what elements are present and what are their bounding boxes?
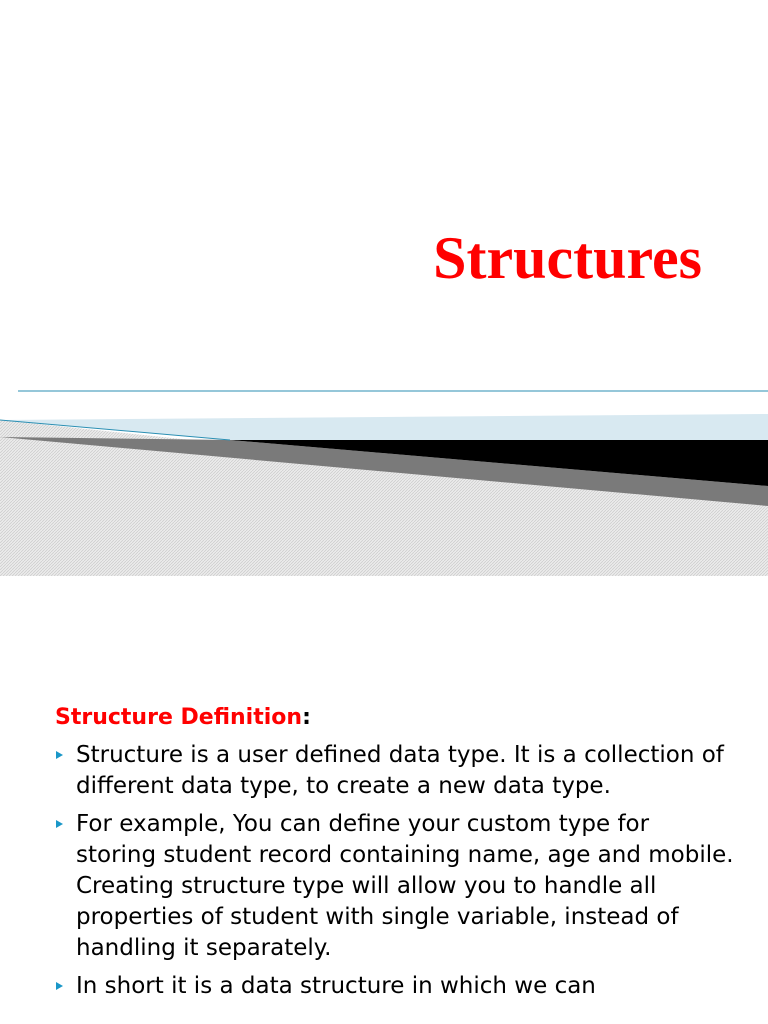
- slide-title: Structures: [433, 225, 702, 291]
- triangle-bullet-icon: [56, 982, 63, 990]
- bullet-item: [55, 809, 735, 964]
- definition-heading-label: Structure Definition: [55, 705, 303, 730]
- bullet-text: Structure is a user defined data type. It is a collection of different data type, to create a new data type.: [76, 742, 724, 799]
- triangle-bullet-icon: [56, 820, 63, 828]
- content-slide: [0, 600, 768, 1024]
- bullet-text: For example, You can define your custom type for storing student record containing name, age and mobile. Creating structure type will allow you to handle all properties of student with single variable, instead of handling it separately.: [76, 811, 734, 961]
- bullet-text: In short it is a data structure in which we can: [76, 973, 596, 999]
- definition-heading: [55, 704, 311, 733]
- triangle-bullet-icon: [56, 751, 63, 759]
- definition-heading-colon: :: [302, 705, 311, 730]
- definition-bullet-list: [55, 740, 735, 1009]
- bullet-item: [55, 740, 735, 802]
- bullet-item: [55, 971, 735, 1002]
